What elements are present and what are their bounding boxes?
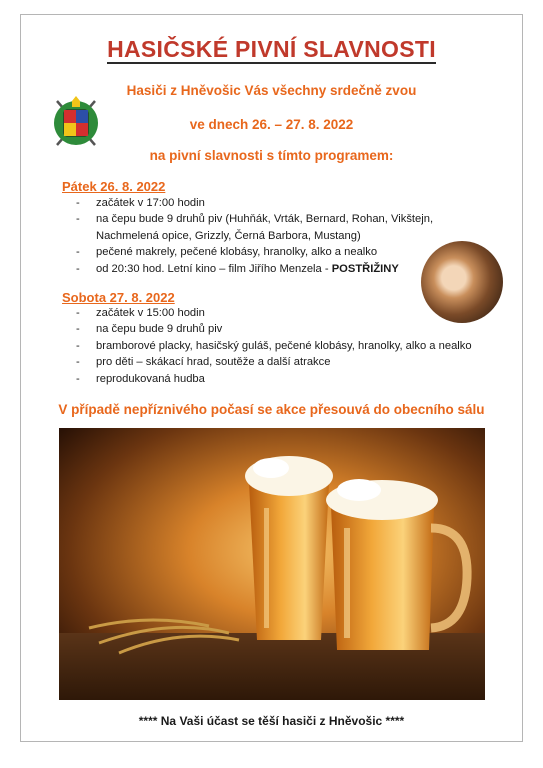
friday-program-list: [76, 195, 433, 277]
list-item: - pro děti – skákací hrad, soutěže a další atrakce: [76, 356, 331, 369]
invite-line: Hasiči z Hněvošic Vás všechny srdečně zvou: [126, 83, 417, 98]
friday-heading: Pátek 26. 8. 2022: [62, 179, 166, 194]
saturday-program-list: [76, 305, 472, 387]
weather-notice: V případě nepříznivého počasí se akce přesouvá do obecního sálu: [58, 402, 485, 417]
beer-mugs-photo: [59, 428, 485, 700]
footer-text: **** Na Vaši účast se těší hasiči z Hněvošic ****: [138, 714, 405, 728]
list-item: - na čepu bude 9 druhů piv: [76, 323, 223, 336]
list-item: - bramborové placky, hasičský guláš, pečené klobásy, hranolky, alko a nealko: [76, 339, 472, 352]
poster-title: HASIČSKÉ PIVNÍ SLAVNOSTI: [107, 36, 436, 62]
list-item: - začátek v 15:00 hodin: [76, 307, 205, 319]
list-item: - na čepu bude 9 druhů piv (Huhňák, Vrták, Bernard, Rohan, Vikštejn,: [76, 213, 434, 226]
list-item: - začátek v 17:00 hodin: [76, 197, 205, 209]
film-title: POSTŘIŽINY: [331, 262, 399, 275]
list-item-continuation: Nachmelená opice, Grizzly, Černá Barbora, Mustang): [96, 229, 361, 242]
list-item: - pečené makrely, pečené klobásy, hranolky, alko a nealko: [76, 246, 378, 259]
list-item: - od 20:30 hod. Letní kino – film Jiřího Menzela - POSTŘIŽINY: [76, 262, 399, 275]
program-line: na pivní slavnosti s tímto programem:: [149, 148, 394, 163]
saturday-heading: Sobota 27. 8. 2022: [62, 290, 175, 305]
date-line: ve dnech 26. – 27. 8. 2022: [189, 117, 354, 132]
list-item: - reprodukovaná hudba: [76, 372, 205, 385]
